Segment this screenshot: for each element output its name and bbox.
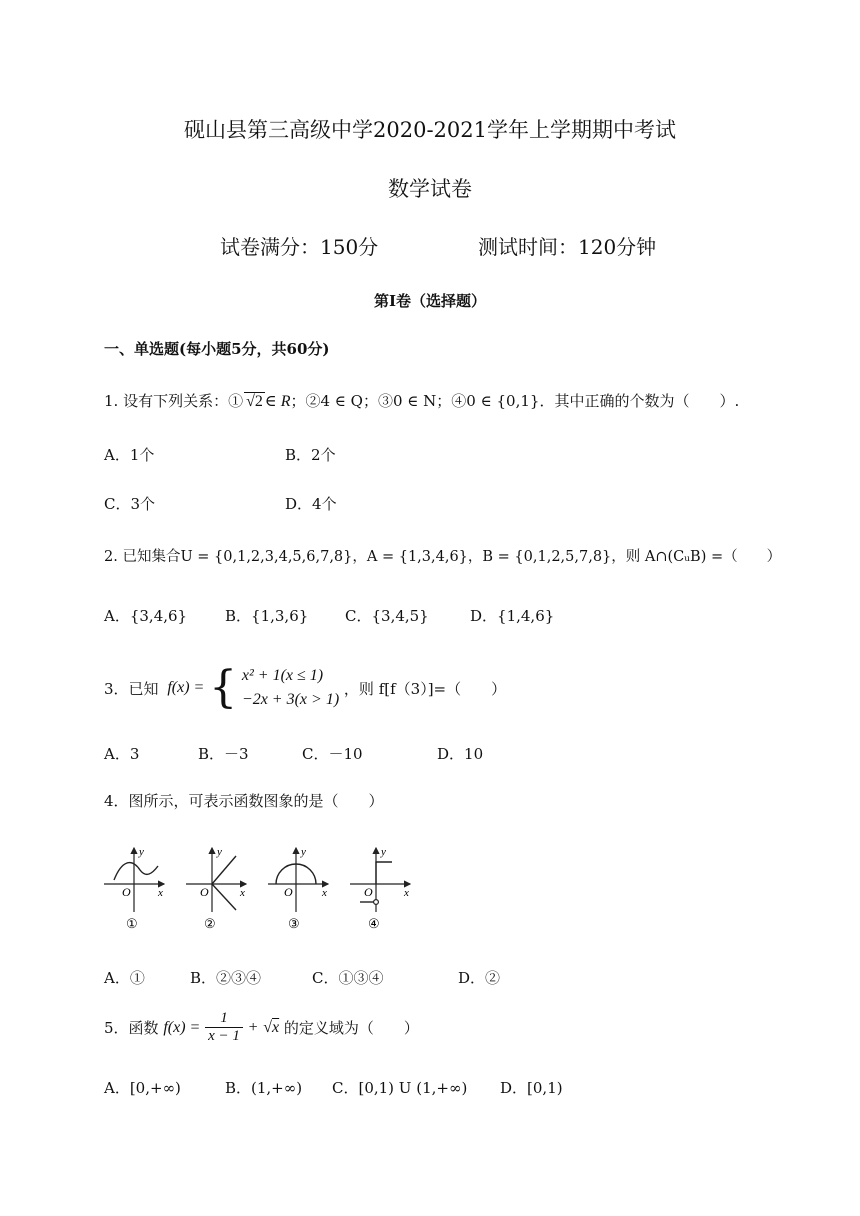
q3-option-c: C．－10 — [302, 745, 363, 763]
q5-option-c: C．[0,1) U (1,+∞) — [332, 1079, 468, 1097]
graph-4 — [350, 846, 410, 931]
q1-option-b: B．2个 — [285, 446, 336, 464]
test-time: 测试时间：120分钟 — [478, 235, 657, 259]
q2-option-c: C．{3,4,5} — [345, 607, 429, 625]
q5-sqrt-arg: x — [272, 1018, 280, 1036]
graph-1-origin: O — [122, 885, 131, 899]
q3-prefix: 3．已知 — [104, 679, 159, 698]
q1-s4: ；④0 ∈ {0,1} — [436, 392, 540, 410]
graph-3-x-label: x — [322, 887, 327, 899]
q2-option-d: D．{1,4,6} — [470, 607, 555, 625]
q5-option-a: A．[0,+∞) — [104, 1079, 181, 1097]
question-5 — [104, 1010, 419, 1056]
q3-suffix: ，则 f[f（3）]=（ ） — [343, 679, 507, 698]
section-title: 一、单选题(每小题5分，共60分) — [104, 340, 330, 358]
graph-4-label: ④ — [368, 916, 380, 931]
q5-denominator: x − 1 — [208, 1028, 240, 1044]
q4-option-b: B．②③④ — [190, 969, 262, 987]
q1-suffix: ．其中正确的个数为（ ）. — [539, 392, 740, 410]
graph-1-label: ① — [126, 916, 138, 931]
graph-4-y-label: y — [381, 846, 386, 858]
q3-cases — [242, 664, 339, 712]
q5-prefix: 5．函数 — [104, 1019, 159, 1037]
q5-fx: f(x) = — [163, 1018, 201, 1036]
q3-fx: f(x) = — [167, 679, 205, 696]
q1-option-d: D．4个 — [285, 495, 337, 513]
q2-option-a: A．{3,4,6} — [104, 607, 188, 625]
graph-3-origin: O — [284, 885, 293, 899]
graph-3 — [268, 846, 328, 931]
graph-3-label: ③ — [288, 916, 300, 931]
q3-option-d: D．10 — [437, 745, 484, 763]
q5-sqrt: √x — [263, 1018, 280, 1036]
q1-prefix: 1. 设有下列关系：① — [104, 392, 244, 410]
q5-option-d: D．[0,1) — [500, 1079, 563, 1097]
function-graphs-figure — [96, 840, 426, 935]
question-1 — [104, 390, 739, 411]
graph-2 — [186, 846, 246, 931]
question-2: 2. 已知集合U = {0,1,2,3,4,5,6,7,8}，A = {1,3,4,6}，B = {0,1,2,5,7,8}，则 A∩(CᵤB) =（ ） — [104, 549, 782, 565]
q5-numerator: 1 — [205, 1010, 243, 1028]
graph-2-label: ② — [204, 916, 216, 931]
graph-2-origin: O — [200, 885, 209, 899]
q1-s2: ；②4 ∈ Q — [290, 392, 363, 410]
q3-option-a: A．3 — [104, 745, 140, 763]
q4-option-a: A．① — [104, 969, 145, 987]
graph-4-origin: O — [364, 885, 373, 899]
q5-suffix: 的定义域为（ ） — [283, 1019, 419, 1037]
part-title: 第Ⅰ卷（选择题） — [373, 292, 487, 310]
graph-4-x-label: x — [404, 887, 409, 899]
graph-2-x-label: x — [240, 887, 245, 899]
q4-option-d: D．② — [458, 969, 501, 987]
full-score: 试卷满分：150分 — [220, 235, 379, 259]
q1-s3: ；③0 ∈ N — [362, 392, 437, 410]
q3-option-b: B．－3 — [198, 745, 249, 763]
q1-r1: ∈ R — [264, 393, 291, 410]
exam-title: 砚山县第三高级中学2020-2021学年上学期期中考试 — [184, 118, 676, 142]
q1-option-a: A．1个 — [104, 446, 155, 464]
question-3 — [104, 664, 506, 714]
q3-brace: { — [209, 662, 238, 713]
graph-1 — [104, 846, 164, 931]
graph-1-x-label: x — [158, 887, 163, 899]
q4-option-c: C．①③④ — [312, 969, 384, 987]
q1-sqrt-arg: 2 — [254, 393, 263, 410]
graph-1-y-label: y — [139, 846, 144, 858]
q3-case-1: x² + 1(x ≤ 1) — [241, 667, 324, 684]
q5-fraction — [205, 1010, 243, 1045]
q3-case-2: −2x + 3(x > 1) — [241, 691, 340, 708]
exam-subtitle: 数学试卷 — [388, 177, 472, 201]
question-4: 4．图所示，可表示函数图象的是（ ） — [104, 792, 384, 810]
q2-option-b: B．{1,3,6} — [225, 607, 309, 625]
q1-option-c: C．3个 — [104, 495, 156, 513]
graph-2-y-label: y — [217, 846, 222, 858]
q5-plus: + — [247, 1018, 259, 1036]
graph-3-y-label: y — [301, 846, 306, 858]
sqrt-symbol: √2 — [246, 393, 263, 410]
q5-option-b: B．(1,+∞) — [225, 1079, 303, 1097]
